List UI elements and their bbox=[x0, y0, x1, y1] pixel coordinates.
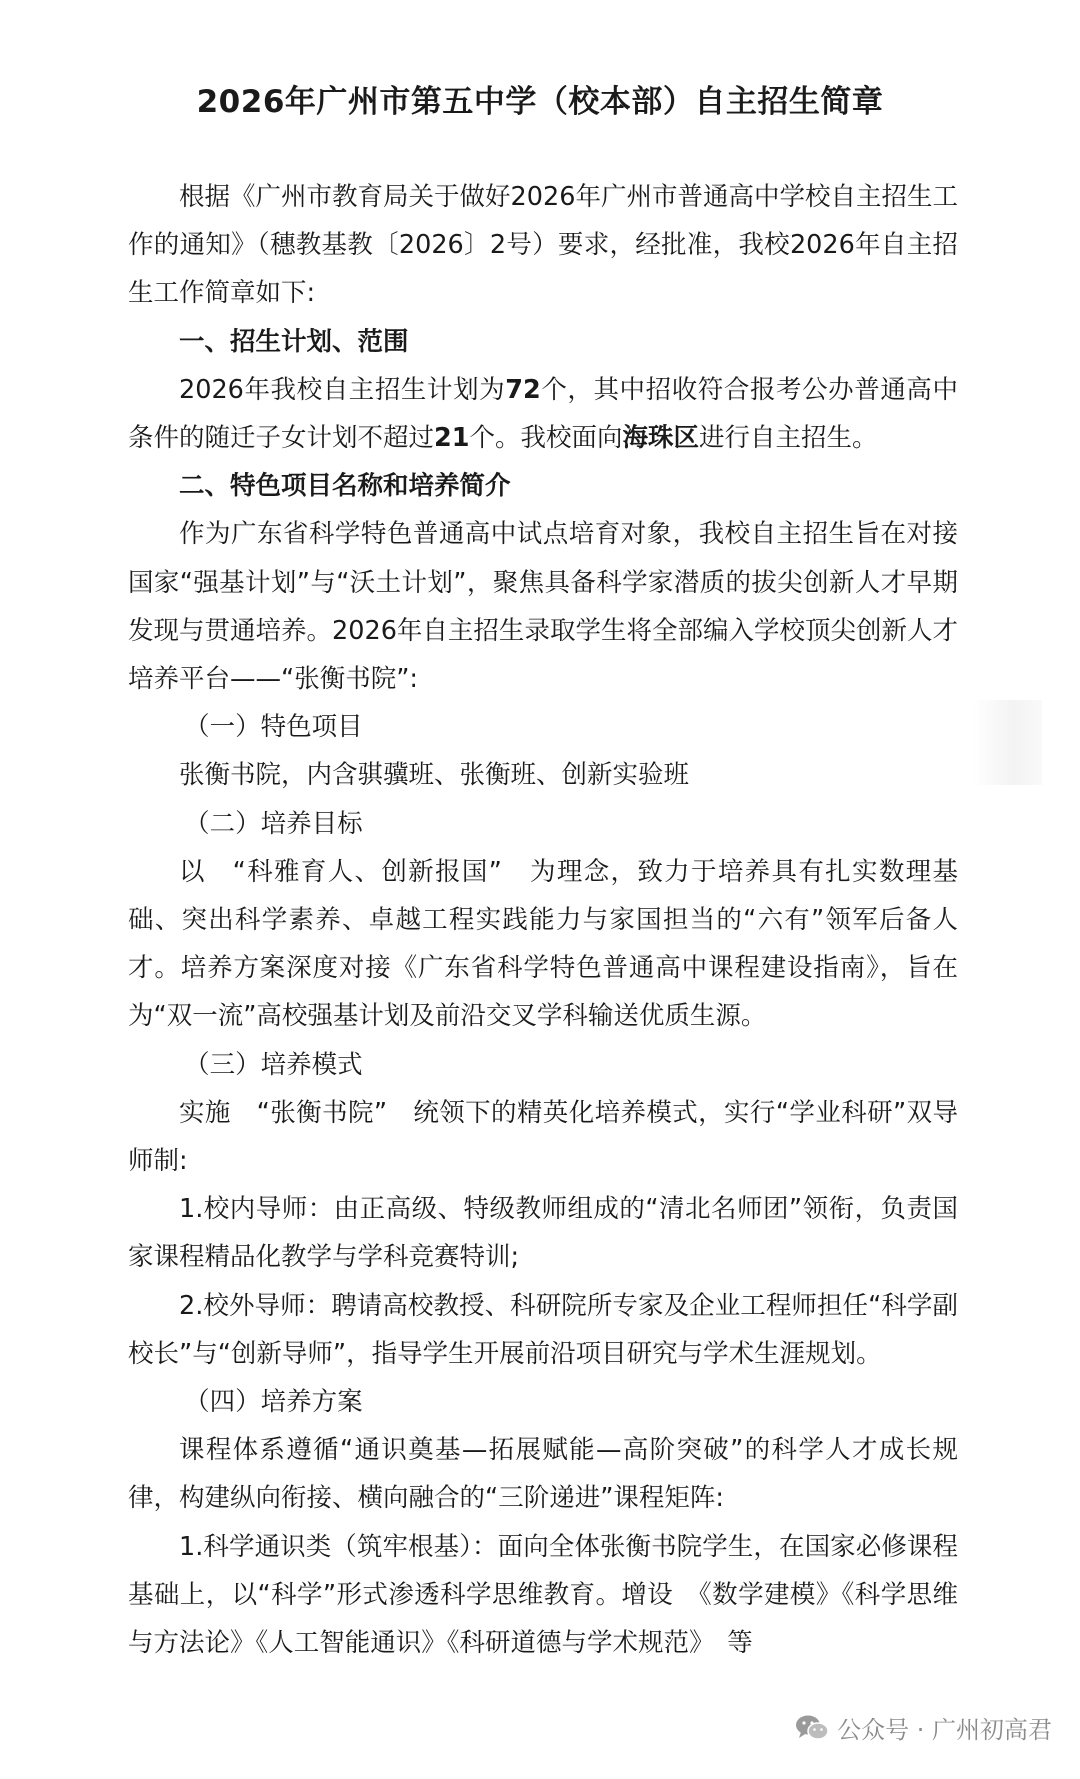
subsection-2-heading: （二）培养目标 bbox=[184, 808, 363, 839]
subsection-4-heading: （四）培养方案 bbox=[184, 1387, 363, 1418]
subsection-3-item-1: 1.校内导师：由正高级、特级教师组成的“清北名师团”领衔，负责国家课程精品化教学与学科竞赛特训; bbox=[128, 1194, 958, 1273]
subsection-1-heading: （一）特色项目 bbox=[184, 712, 363, 743]
section-1-paragraph bbox=[128, 366, 958, 462]
watermark-text: 公众号 · 广州初高君 bbox=[837, 1716, 1052, 1744]
watermark bbox=[795, 1710, 1052, 1745]
section-1-text: 进行自主招生。 bbox=[699, 423, 878, 454]
subsection-2-text: 以 “科雅育人、创新报国” 为理念，致力于培养具有扎实数理基础、突出科学素养、卓越工程实践能力与家国担当的“六有”领军后备人才。培养方案深度对接《广东省科学特色普通高中课程建设指南》，旨在为“双一流”高校强基计划及前沿交叉学科输送优质生源。 bbox=[128, 856, 958, 1032]
migrant-limit: 21 bbox=[434, 423, 470, 454]
subsection-1-text: 张衡书院，内含骐骥班、张衡班、创新实验班 bbox=[179, 760, 690, 791]
subsection-3-heading: （三）培养模式 bbox=[184, 1049, 363, 1080]
scan-shadow bbox=[972, 700, 1042, 785]
subsection-3-text: 实施 “张衡书院” 统领下的精英化培养模式，实行“学业科研”双导师制: bbox=[128, 1097, 958, 1177]
section-2-intro: 作为广东省科学特色普通高中试点培育对象，我校自主招生旨在对接国家“强基计划”与“沃土计划”，聚焦具备科学家潜质的拔尖创新人才早期发现与贯通培养。2026年自主招生录取学生将全部编入学校顶尖创新人才培养平台——“张衡书院”: bbox=[128, 519, 958, 695]
document-title: 2026年广州市第五中学（校本部）自主招生简章 bbox=[196, 84, 884, 120]
section-1-heading: 一、招生计划、范围 bbox=[179, 326, 409, 357]
subsection-4-text: 课程体系遵循“通识奠基—拓展赋能—高阶突破”的科学人才成长规律，构建纵向衔接、横向融合的“三阶递进”课程矩阵: bbox=[128, 1435, 958, 1514]
subsection-4-item-1: 1.科学通识类（筑牢根基）：面向全体张衡书院学生，在国家必修课程基础上，以“科学”形式渗透科学思维教育。增设 《数学建模》《科学思维与方法论》《人工智能通识》《科研道德与学术规范》 等 bbox=[128, 1531, 958, 1659]
subsection-3-item-2: 2.校外导师：聘请高校教授、科研院所专家及企业工程师担任“科学副校长”与“创新导师”，指导学生开展前沿项目研究与学术生涯规划。 bbox=[128, 1290, 958, 1369]
section-1-text: 个。我校面向 bbox=[469, 423, 623, 454]
section-1-text: 个，其中招收符合报考公办普通高中条件的随迁子女计划不超过 bbox=[128, 374, 958, 454]
district: 海珠区 bbox=[622, 423, 700, 454]
document-body bbox=[128, 173, 958, 1667]
section-2-heading: 二、特色项目名称和培养简介 bbox=[179, 471, 511, 502]
wechat-icon bbox=[795, 1714, 829, 1742]
plan-total: 72 bbox=[505, 374, 541, 405]
intro-paragraph: 根据《广州市教育局关于做好2026年广州市普通高中学校自主招生工作的通知》（穗教基教〔2026〕2号）要求，经批准，我校2026年自主招生工作简章如下: bbox=[128, 182, 958, 309]
section-1-text: 2026年我校自主招生计划为 bbox=[179, 374, 506, 405]
